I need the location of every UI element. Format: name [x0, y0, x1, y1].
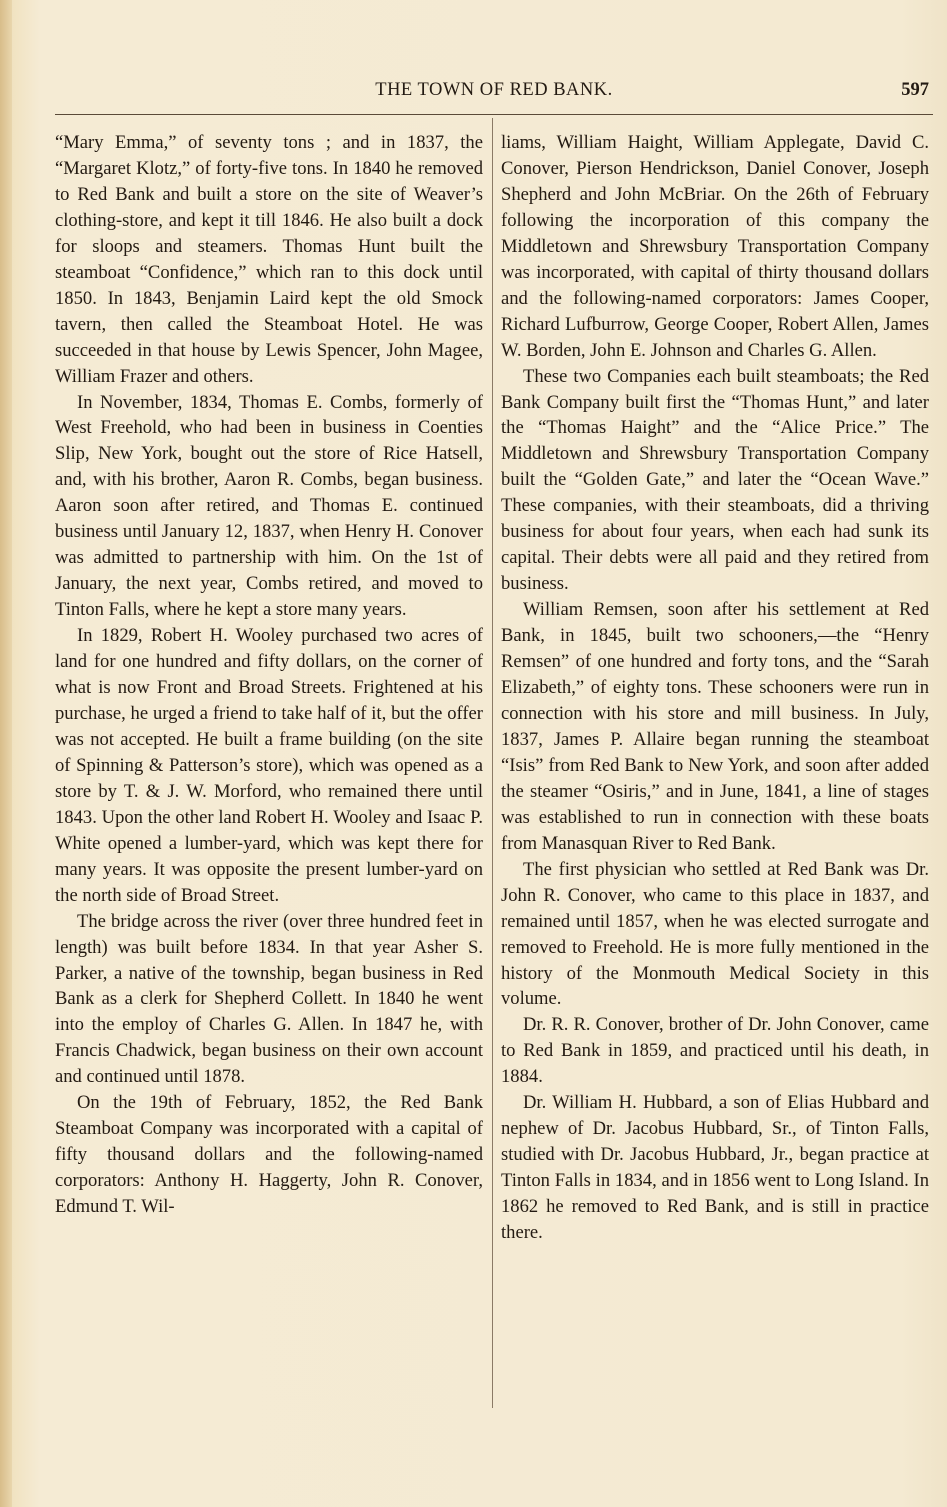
paragraph: “Mary Emma,” of seventy tons ; and in 1837, the “Margaret Klotz,” of forty-five tons. In 1840 he removed to Red Bank and built a store on the site of Weaver’s clothing-store, and kept it till 1846. He also built a dock for sloops and steamers. Thomas Hunt built the steamboat “Confidence,” which ran to this dock until 1850. In 1843, Benjamin Laird kept the old Smock tavern, then called the Steamboat Hotel. He was succeeded in that house by Lewis Spencer, John Magee, William Frazer and others. — [55, 132, 483, 387]
paragraph: Dr. William H. Hubbard, a son of Elias Hubbard and nephew of Dr. Jacobus Hubbard, Sr., of Tinton Falls, studied with Dr. Jacobus Hubbard, Jr., began practice at Tinton Falls in 1834, and in 1856 went to Long Island. In 1862 he removed to Red Bank, and is still in practice there. — [501, 1092, 929, 1244]
paragraph: The first physician who settled at Red Bank was Dr. John R. Conover, who came to this place in 1837, and remained until 1857, when he was elected surrogate and removed to Freehold. He is more fully mentioned in the history of the Monmouth Medical Society in this volume. — [501, 858, 929, 1010]
paragraph: The bridge across the river (over three hundred feet in length) was built before 1834. In that year Asher S. Parker, a native of the township, began business in Red Bank as a clerk for Shepherd Collett. In 1840 he went into the employ of Charles G. Allen. In 1847 he, with Francis Chadwick, began business on their own account and continued until 1878. — [55, 910, 483, 1088]
right-column — [501, 130, 929, 1246]
header-rule — [55, 114, 933, 115]
paragraph: William Remsen, soon after his settlement at Red Bank, in 1845, built two schooners,—the “Henry Remsen” of one hundred and forty tons, and the “Sarah Elizabeth,” of eighty tons. These schooners were run in connection with his store and mill business. In July, 1837, James P. Allaire began running the steamboat “Isis” from Red Bank to New York, and soon after added the steamer “Osiris,” and in June, 1841, a line of stages was established to run in connection with these boats from Manasquan River to Red Bank. — [501, 599, 929, 854]
paragraph: In November, 1834, Thomas E. Combs, formerly of West Freehold, who had been in business in Coenties Slip, New York, bought out the store of Rice Hatsell, and, with his brother, Aaron R. Combs, began business. Aaron soon after retired, and Thomas E. continued business until January 12, 1837, when Henry H. Conover was admitted to partnership with him. On the 1st of January, the next year, Combs retired, and moved to Tinton Falls, where he kept a store many years. — [55, 391, 483, 621]
paragraph: liams, William Haight, William Applegate, David C. Conover, Pierson Hendrickson, Daniel Conover, Joseph Shepherd and John McBriar. On the 26th of February following the incorporation of this company the Middletown and Shrewsbury Transportation Company was incorporated, with capital of thirty thousand dollars and the following-named corporators: James Cooper, Richard Lufburrow, George Cooper, Robert Allen, James W. Borden, John E. Johnson and Charles G. Allen. — [501, 132, 929, 361]
page-gutter — [0, 0, 12, 1507]
running-title: THE TOWN OF RED BANK. — [375, 80, 613, 100]
paragraph: On the 19th of February, 1852, the Red Bank Steamboat Company was incorporated with a capital of fifty thousand dollars and the following-named corporators: Anthony H. Haggerty, John R. Conover, Edmund T. Wil- — [55, 1092, 483, 1218]
left-column — [55, 130, 483, 1220]
paragraph: Dr. R. R. Conover, brother of Dr. John Conover, came to Red Bank in 1859, and practiced until his death, in 1884. — [501, 1014, 929, 1088]
running-header — [55, 78, 933, 104]
column-divider — [492, 118, 493, 1408]
paragraph: These two Companies each built steamboats; the Red Bank Company built first the “Thomas Hunt,” and later the “Thomas Haight” and the “Alice Price.” The Middletown and Shrewsbury Transportation Company built the “Golden Gate,” and later the “Ocean Wave.” These companies, with their steamboats, did a thriving business for about four years, when each had sunk its capital. Their debts were all paid and they retired from business. — [501, 365, 929, 595]
page-number: 597 — [901, 80, 929, 100]
paragraph: In 1829, Robert H. Wooley purchased two acres of land for one hundred and fifty dollars, on the corner of what is now Front and Broad Streets. Frightened at his purchase, he urged a friend to take half of it, but the offer was not accepted. He built a frame building (on the site of Spinning & Patterson’s store), which was opened as a store by T. & J. W. Morford, who remained there until 1843. Upon the other land Robert H. Wooley and Isaac P. White opened a lumber-yard, which was kept there for many years. It was opposite the present lumber-yard on the north side of Broad Street. — [55, 625, 483, 906]
